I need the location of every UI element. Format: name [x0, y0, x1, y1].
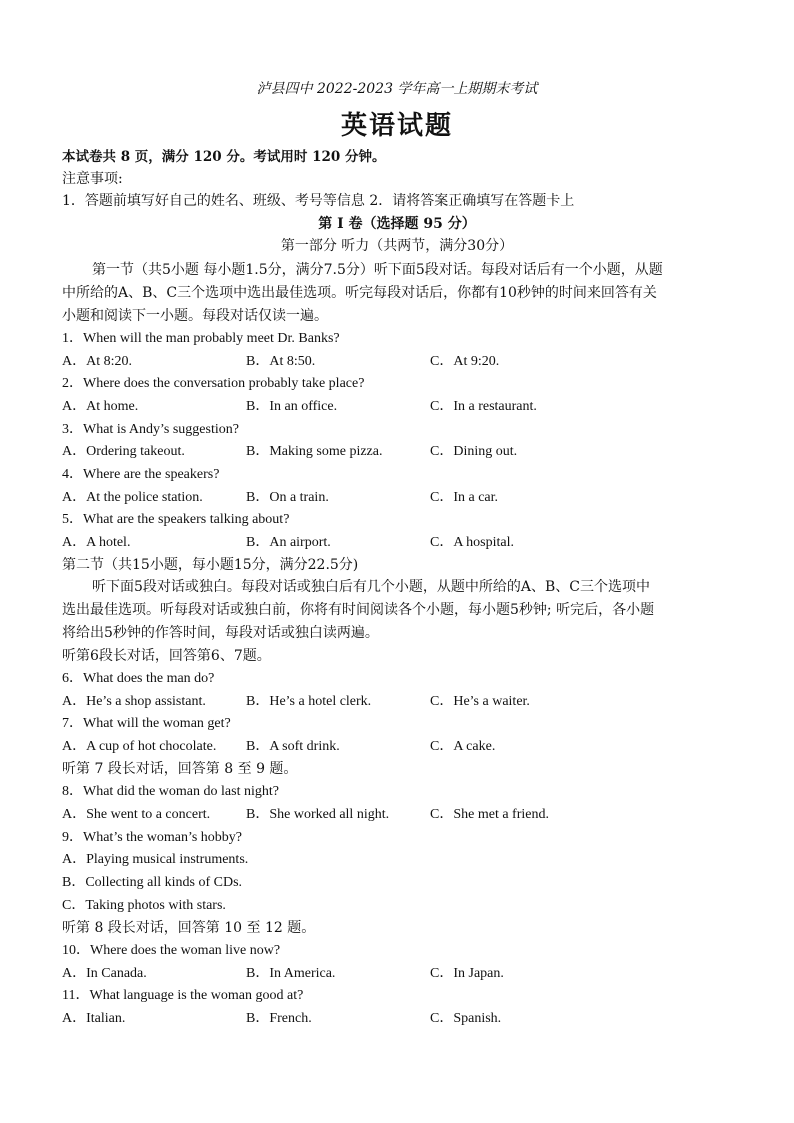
dialog-intro: 听第 8 段长对话，回答第 10 至 12 题。	[62, 920, 316, 936]
option-c: C．Taking photos with stars.	[62, 898, 226, 913]
question-stem: 11．What language is the woman good at?	[62, 988, 304, 1003]
option-b: B．A soft drink.	[246, 739, 340, 754]
question-options	[62, 534, 742, 552]
question-options	[62, 693, 742, 711]
option-c: C．A cake.	[430, 739, 496, 754]
question-options	[62, 398, 742, 416]
question-options	[62, 443, 742, 461]
option-c: C．In Japan.	[430, 966, 504, 981]
question-stem: 2．Where does the conversation probably take place?	[62, 376, 365, 391]
question-stem: 3．What is Andy’s suggestion?	[62, 422, 239, 437]
option-b: B．In an office.	[246, 399, 338, 414]
section2-line: 将给出5秒钟的作答时间，每段对话或独白读两遍。	[62, 625, 379, 641]
option-b: B．At 8:50.	[246, 354, 316, 369]
question-options	[62, 353, 742, 371]
option-b: B．In America.	[246, 966, 336, 981]
option-a: A．At home.	[62, 399, 139, 414]
option-a: A．Playing musical instruments.	[62, 852, 249, 867]
question-stem: 1．When will the man probably meet Dr. Banks?	[62, 331, 340, 346]
question-stem: 8．What did the woman do last night?	[62, 784, 279, 799]
option-a: A．At the police station.	[62, 490, 203, 505]
section2-line: 选出最佳选项。听每段对话或独白前，你将有时间阅读各个小题，每小题5秒钟; 听完后，各小题	[62, 602, 655, 618]
notice-label: 注意事项:	[62, 171, 123, 187]
section1-line: 小题和阅读下一小题。每段对话仅读一遍。	[62, 308, 328, 324]
exam-info: 本试卷共 8 页，满分 120 分。考试用时 120 分钟。	[62, 149, 386, 165]
option-b: B．French.	[246, 1011, 312, 1026]
option-a: A．A cup of hot chocolate.	[62, 739, 217, 754]
option-c: C．Spanish.	[430, 1011, 502, 1026]
option-a: A．In Canada.	[62, 966, 147, 981]
option-a: A．A hotel.	[62, 535, 131, 550]
exam-title: 英语试题	[340, 111, 453, 141]
option-c: C．She met a friend.	[430, 807, 549, 822]
question-stem: 4．Where are the speakers?	[62, 467, 220, 482]
notice-item: 1．答题前填写好自己的姓名、班级、考号等信息 2．请将答案正确填写在答题卡上	[62, 193, 575, 209]
question-stem: 6．What does the man do?	[62, 671, 215, 686]
question-stem: 5．What are the speakers talking about?	[62, 512, 290, 527]
option-c: C．Dining out.	[430, 444, 518, 459]
dialog-intro: 听第6段长对话，回答第6、7题。	[62, 648, 271, 664]
question-options	[62, 965, 742, 983]
part-title: 第一部分 听力（共两节，满分30分）	[280, 238, 514, 254]
option-b: B．She worked all night.	[246, 807, 390, 822]
option-c: C．In a car.	[430, 490, 499, 505]
option-a: A．Italian.	[62, 1011, 126, 1026]
option-b: B．On a train.	[246, 490, 329, 505]
option-a: A．He’s a shop assistant.	[62, 694, 206, 709]
option-c: C．At 9:20.	[430, 354, 500, 369]
option-c: C．He’s a waiter.	[430, 694, 530, 709]
question-stem: 10．Where does the woman live now?	[62, 943, 281, 958]
option-c: C．In a restaurant.	[430, 399, 537, 414]
question-options	[62, 738, 742, 756]
option-a: A．At 8:20.	[62, 354, 132, 369]
dialog-intro: 听第 7 段长对话，回答第 8 至 9 题。	[62, 761, 298, 777]
question-stem: 7．What will the woman get?	[62, 716, 231, 731]
exam-subtitle: 泸县四中 2022-2023 学年高一上期期末考试	[256, 81, 538, 97]
option-a: A．Ordering takeout.	[62, 444, 185, 459]
option-b: B．Collecting all kinds of CDs.	[62, 875, 243, 890]
question-options	[62, 806, 742, 824]
section1-line: 第一节（共5小题 每小题1.5分，满分7.5分）听下面5段对话。每段对话后有一个小题，从题	[92, 262, 663, 278]
option-a: A．She went to a concert.	[62, 807, 211, 822]
option-b: B．An airport.	[246, 535, 331, 550]
question-stem: 9．What’s the woman’s hobby?	[62, 830, 243, 845]
option-b: B．He’s a hotel clerk.	[246, 694, 372, 709]
option-b: B．Making some pizza.	[246, 444, 383, 459]
question-options	[62, 1010, 742, 1028]
section2-line: 听下面5段对话或独白。每段对话或独白后有几个小题，从题中所给的A、B、C三个选项中	[92, 579, 651, 595]
option-c: C．A hospital.	[430, 535, 515, 550]
section2-heading: 第二节（共15小题，每小题15分，满分22.5分)	[62, 557, 359, 573]
section1-line: 中所给的A、B、C三个选项中选出最佳选项。听完每段对话后，你都有10秒钟的时间来回答有关	[62, 285, 657, 301]
question-options	[62, 489, 742, 507]
volume-title: 第 I 卷（选择题 95 分）	[318, 216, 476, 232]
